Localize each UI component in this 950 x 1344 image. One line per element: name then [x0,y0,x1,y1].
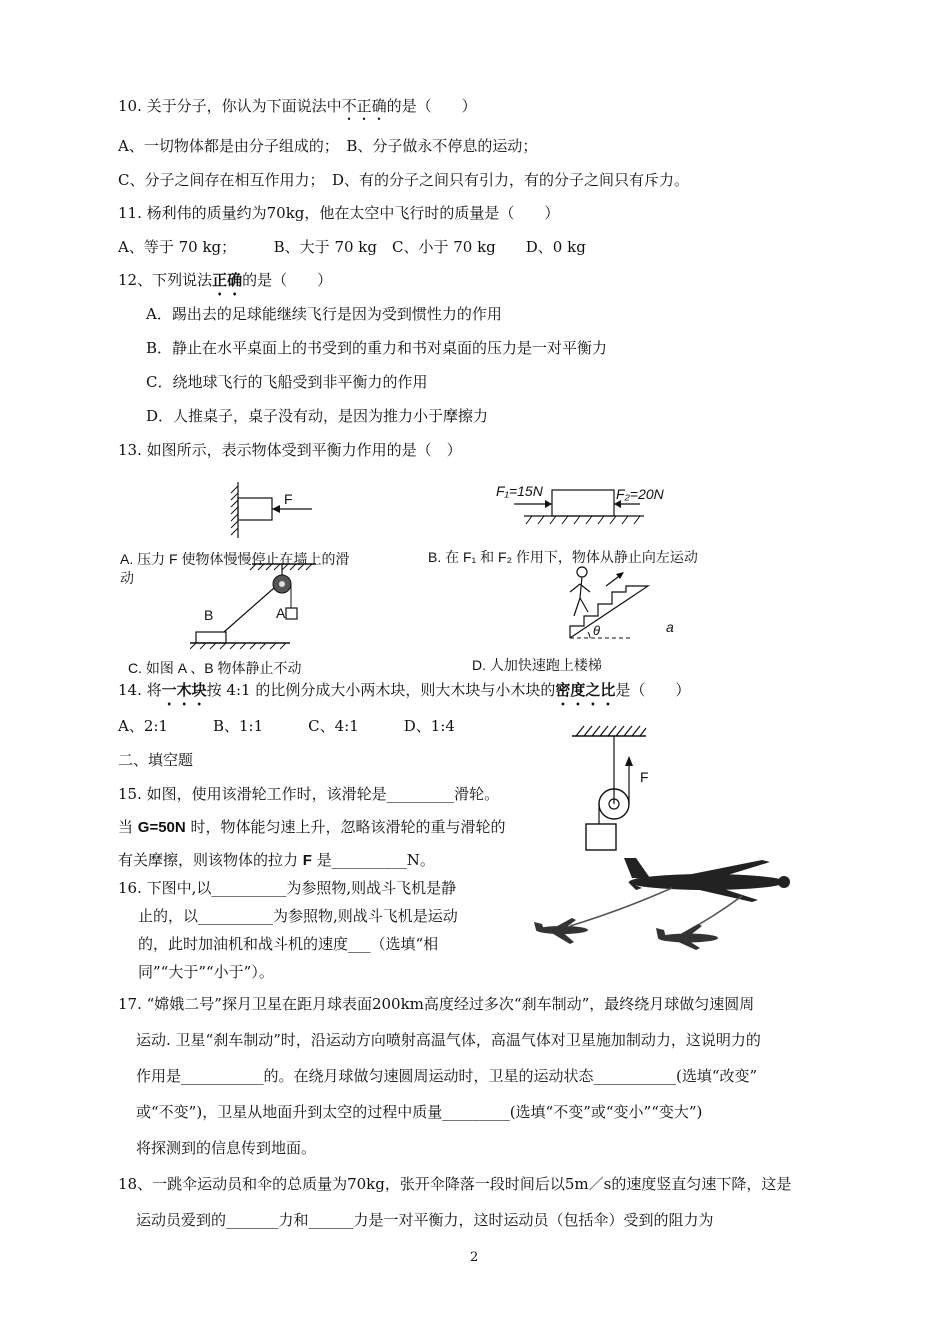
q14-options: A、2:1 B、1:1 C、4:1 D、1:4 [118,717,455,735]
q15-line3-start: 有关摩擦，则该物体的拉力 [118,851,303,869]
q13-fig-c-label-a: A [276,605,286,621]
q12-stem [118,270,332,299]
q13-figure-c [190,560,320,652]
q13-fig-a-caption2: 动 [120,570,134,586]
q12-emphasis: 正确 [212,271,243,289]
q17-line5: 将探测到的信息传到地面。 [136,1139,317,1157]
q13-fig-b-f2: F₂=20N [616,486,664,502]
q15-gravity-value: G=50N [137,819,186,836]
q13-fig-a-caption: A. 压力 F 使物体慢慢停止在墙上的滑 [120,551,350,567]
q16-line1: 16. 下图中,以__________为参照物,则战斗飞机是静 [118,879,457,897]
q15-line2-end: 时，物体能匀速上升，忽略该滑轮的重与滑轮的 [185,818,506,836]
q17-line3: 作用是___________的。在绕月球做匀速圆周运动时，卫星的运动状态___________(选填“改变” [136,1067,758,1085]
q13-fig-d-theta: θ [593,623,601,638]
q17-line4: 或“不变”)，卫星从地面升到太空的过程中质量_________(选填“不变”或“变小”“变大”) [136,1103,703,1121]
q15-force-symbol: F [302,852,312,869]
q16-refueling-aircraft-figure [532,852,812,952]
q16-line4: 同”“大于”“小于”）。 [138,963,274,981]
q13-fig-d-caption: D. 人加快速跑上楼梯 [472,657,602,673]
q12-stem-end: 的是（ ） [242,271,333,289]
q17-line2: 运动. 卫星“刹车制动”时，沿运动方向喷射高温气体，高温气体对卫星施加制动力，这说明力的 [136,1031,761,1049]
q10-stem-text: 10. 关于分子，你认为下面说法中 [118,97,342,115]
q15-fig-force-label: F [640,769,649,785]
q13-fig-c-label-b: B [204,607,214,623]
page-number: 2 [470,1250,479,1265]
q11-options: A、等于 70 kg； B、大于 70 kg C、小于 70 kg D、0 kg [118,238,586,256]
q13-fig-b-caption: B. 在 F₁ 和 F₂ 作用下，物体从静止向左运动 [428,549,698,565]
fighter-jet-left-icon [534,918,588,944]
q15-pulley-figure [570,720,660,856]
q13-stem: 13. 如图所示，表示物体受到平衡力作用的是（ ） [118,441,462,459]
tanker-plane-icon [624,858,790,902]
q14-emphasis-2: 密度之比 [555,681,616,699]
section-title-fill-in: 二、填空题 [118,751,194,769]
q10-stem [118,96,477,124]
q13-fig-a-force-label: F [284,491,293,507]
q10-emphasis: 不正确 [341,97,387,115]
q14-stem [118,680,690,709]
q14-stem-end: 是（ ） [615,681,691,699]
q12-option-c: C．绕地球飞行的飞船受到非平衡力的作用 [146,373,428,391]
q13-figure-a [226,478,326,544]
q16-line2: 止的，以__________为参照物,则战斗飞机是运动 [138,907,458,925]
q15-line1: 15. 如图，使用该滑轮工作时，该滑轮是_________滑轮。 [118,785,500,803]
q11-stem: 11. 杨利伟的质量约为70kg，他在太空中飞行时的质量是（ ） [118,204,560,222]
q18-line1: 18、一跳伞运动员和伞的总质量为70kg，张开伞降落一段时间后以5m／s的速度竖直匀速下降，这是 [118,1175,792,1193]
q13-fig-b-f1: F₁=15N [496,483,543,499]
q15-line2-start: 当 [118,818,138,836]
q17-line1: 17. “嫦娥二号”探月卫星在距月球表面200km高度经过多次“刹车制动”，最终绕月球做匀速圆周 [118,995,755,1013]
q10-options-line1: A、一切物体都是由分子组成的； B、分子做永不停息的运动； [118,137,538,155]
q12-option-d: D．人推桌子，桌子没有动，是因为推力小于摩擦力 [146,407,489,425]
q15-line2 [118,817,506,838]
q14-stem-mid: 按 4:1 的比例分成大小两木块，则大木块与小木块的 [206,681,556,699]
q15-line3 [118,850,435,871]
q12-stem-text: 12、下列说法 [118,271,213,289]
fighter-jet-right-icon [656,924,718,950]
q15-line3-end: 是__________N。 [311,851,435,869]
q13-fig-c-caption: C. 如图 A 、B 物体静止不动 [128,660,302,676]
q14-emphasis-1: 一木块 [161,681,207,699]
q13-figure-d [560,562,690,646]
q12-option-a: A．踢出去的足球能继续飞行是因为受到惯性力的作用 [146,305,502,323]
q13-fig-d-a: a [666,619,674,635]
q18-line2: 运动员爱到的_______力和______力是一对平衡力，这时运动员（包括伞）受到的阻力为 [136,1211,714,1229]
q16-line3: 的，此时加油机和战斗机的速度___（选填“相 [138,935,439,953]
q12-option-b: B．静止在水平桌面上的书受到的重力和书对桌面的压力是一对平衡力 [146,339,608,357]
q13-figure-b [494,480,684,530]
q10-options-line2: C、分子之间存在相互作用力； D、有的分子之间只有引力，有的分子之间只有斥力。 [118,171,690,189]
q14-stem-text: 14. 将 [118,681,162,699]
q10-stem-end: 的是（ ） [386,97,477,115]
